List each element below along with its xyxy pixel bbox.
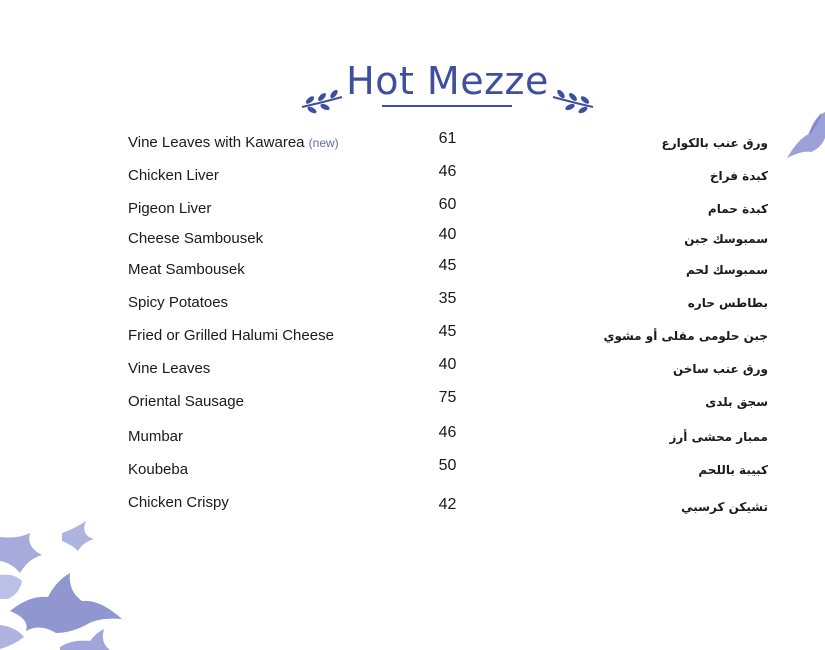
item-name: Mumbar	[128, 428, 184, 445]
item-name-arabic: كبدة فراخ	[709, 169, 768, 183]
item-name-arabic: بطاطس حاره	[687, 296, 768, 310]
item-price: 50	[438, 457, 457, 474]
item-price: 75	[438, 389, 457, 406]
item-price: 42	[438, 496, 457, 513]
item-name-arabic: سمبوسك لحم	[686, 263, 768, 277]
item-price: 35	[438, 290, 457, 307]
item-price: 60	[438, 196, 457, 213]
menu-item	[0, 489, 825, 517]
item-name-arabic: ورق عنب ساخن	[672, 362, 768, 376]
item-name-arabic: جبن حلومى مقلى أو مشوي	[603, 329, 768, 343]
menu-item	[0, 289, 825, 317]
item-name-arabic: كبدة حمام	[707, 202, 768, 216]
menu-item	[0, 456, 825, 484]
item-price: 45	[438, 257, 457, 274]
menu-item	[0, 195, 825, 223]
item-price: 46	[438, 163, 457, 180]
page-title: Hot Mezze	[346, 59, 549, 103]
item-name: Vine Leaves with Kawarea (new)	[128, 134, 339, 151]
item-price: 45	[438, 323, 457, 340]
item-name: Fried or Grilled Halumi Cheese	[128, 327, 334, 344]
item-name: Chicken Liver	[128, 167, 219, 184]
menu-item	[0, 162, 825, 190]
menu-item	[0, 388, 825, 416]
item-name: Chicken Crispy	[128, 494, 229, 511]
item-price: 61	[438, 130, 457, 147]
item-name: Pigeon Liver	[128, 200, 212, 217]
bird-top-right-icon	[785, 108, 825, 164]
item-name-arabic: ممبار محشى أرز	[669, 430, 768, 444]
birds-bottom-left-icon	[0, 515, 130, 650]
item-name: Cheese Sambousek	[128, 230, 264, 247]
item-price: 40	[438, 356, 457, 373]
menu-item	[0, 322, 825, 350]
item-name: Meat Sambousek	[128, 261, 245, 278]
item-name-arabic: كبيبة باللحم	[698, 463, 768, 477]
menu-item	[0, 423, 825, 451]
item-name: Oriental Sausage	[128, 393, 244, 410]
item-name: Vine Leaves	[128, 360, 211, 377]
menu-item	[0, 129, 825, 157]
item-price: 46	[438, 424, 457, 441]
item-name-arabic: سمبوسك جبن	[684, 232, 768, 246]
item-name-arabic: تشيكن كرسبي	[681, 500, 768, 514]
menu-item	[0, 256, 825, 284]
new-badge: (new)	[308, 136, 339, 150]
item-price: 40	[438, 226, 457, 243]
menu-item	[0, 225, 825, 253]
item-name-arabic: ورق عنب بالكوارع	[661, 136, 768, 150]
menu-item	[0, 355, 825, 383]
item-name-arabic: سجق بلدى	[705, 395, 768, 409]
item-name: Spicy Potatoes	[128, 294, 229, 311]
item-name: Koubeba	[128, 461, 189, 478]
